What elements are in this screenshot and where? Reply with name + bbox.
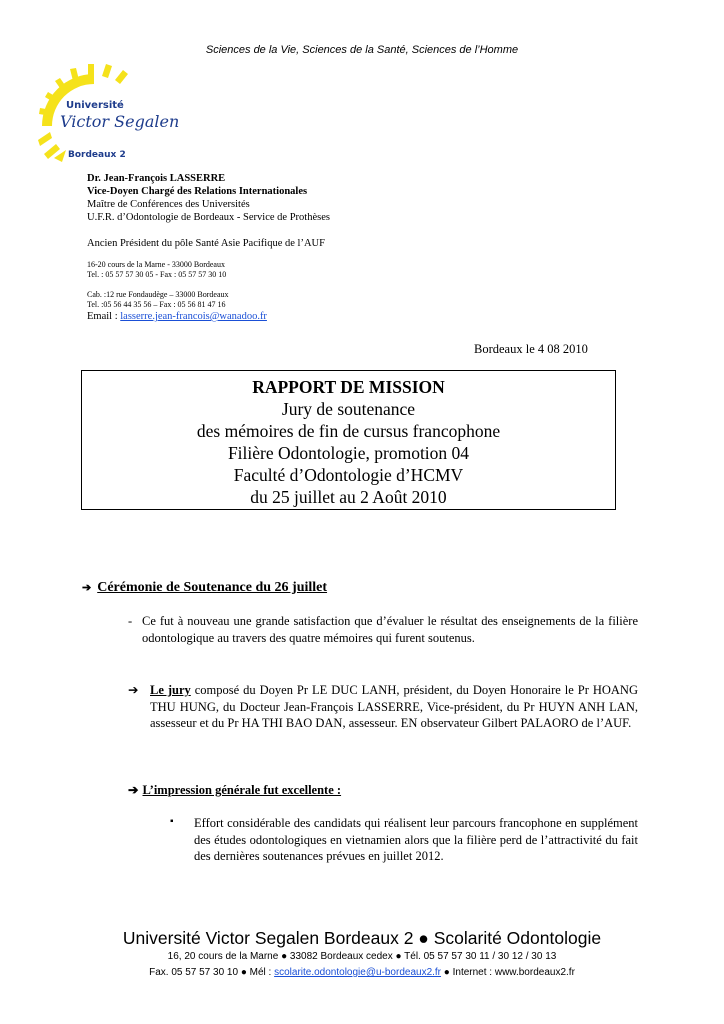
sender-phone-1: Tel. : 05 57 57 30 05 - Fax : 05 57 57 30 10 [87, 270, 227, 279]
arrow-icon: ➔ [82, 582, 92, 594]
footer-email-link[interactable]: scolarite.odontologie@u-bordeaux2.fr [274, 967, 442, 978]
logo-text-universite: Université [66, 100, 124, 111]
report-title-box [81, 370, 616, 510]
square-bullet-icon: ▪ [170, 816, 174, 827]
sender-address-2: Cab. :12 rue Fondaudège – 33000 Bordeaux [87, 290, 229, 299]
footer-address: 16, 20 cours de la Marne ● 33082 Bordeaux cedex ● Tél. 05 57 57 30 11 / 30 12 / 30 13 [167, 951, 557, 962]
jury-paragraph [128, 682, 638, 732]
sender-department: U.F.R. d’Odontologie de Bordeaux - Service de Prothèses [87, 212, 330, 223]
email-link[interactable]: lasserre.jean-francois@wanadoo.fr [120, 311, 267, 322]
sender-block [87, 172, 330, 323]
arrow-icon: ➔ [128, 783, 139, 797]
email-label: Email : [87, 311, 121, 322]
sender-title: Maître de Conférences des Universités [87, 199, 250, 210]
arrow-icon: ➔ [128, 683, 139, 697]
sender-address-1: 16-20 cours de la Marne - 33000 Bordeaux [87, 260, 225, 269]
sender-email-line [87, 310, 330, 323]
sender-role: Vice-Doyen Chargé des Relations Internationales [87, 186, 308, 197]
report-subtitle-3: Filière Odontologie, promotion 04 [227, 443, 470, 463]
report-subtitle-5: du 25 juillet au 2 Août 2010 [250, 487, 447, 507]
ceremonie-text: Ce fut à nouveau une grande satisfaction que d’évaluer le résultat des enseignements de la filière odontologique au travers des quatre mémoires qui furent soutenus. [142, 614, 638, 645]
section-heading-impression [128, 782, 341, 798]
footer-fax: Fax. 05 57 57 30 10 ● Mél : [149, 967, 275, 978]
logo-text-bordeaux2: Bordeaux 2 [68, 150, 126, 160]
footer-title: Université Victor Segalen Bordeaux 2 ● Scolarité Odontologie [122, 928, 602, 948]
impression-text: Effort considérable des candidats qui réalisent leur parcours francophone en supplément des études odontologiques en vietnamien alors que la filière perd de l’attractivité du fait des dernières soutenances prévues en juillet 2012. [194, 816, 638, 863]
section-heading-text: Cérémonie de Soutenance du 26 juillet [97, 580, 328, 595]
impression-heading-text: L’impression générale fut excellente : [142, 783, 342, 797]
jury-text: composé du Doyen Pr LE DUC LANH, président, du Doyen Honoraire le Pr HOANG THU HUNG, du Docteur Jean-François LASSERRE, Vice-président, du Pr HUYN ANH LAN, assesseur et du Pr HA THI BAO DAN, assesseur. EN observateur Gilbert PALAORO de l’AUF. [150, 683, 638, 730]
jury-label: Le jury [150, 683, 191, 697]
header-tagline: Sciences de la Vie, Sciences de la Santé, Sciences de l’Homme [205, 44, 519, 56]
footer-contact [0, 967, 724, 978]
footer-internet: ● Internet : www.bordeaux2.fr [441, 967, 575, 978]
sender-phone-2: Tel. :05 56 44 35 56 – Fax : 05 56 81 47 16 [87, 300, 226, 309]
section-heading-ceremonie [82, 580, 327, 596]
report-subtitle-4: Faculté d’Odontologie d’HCMV [233, 465, 464, 485]
sender-name: Dr. Jean-François LASSERRE [87, 173, 226, 184]
ceremonie-paragraph [128, 613, 638, 647]
sender-former-role: Ancien Président du pôle Santé Asie Pacifique de l’AUF [87, 238, 325, 249]
dash-bullet: - [128, 614, 133, 628]
logo-text-victor-segalen: Victor Segalen [60, 112, 180, 131]
report-subtitle-1: Jury de soutenance [281, 399, 416, 419]
report-subtitle-2: des mémoires de fin de cursus francophone [196, 421, 501, 441]
impression-bullet-item [170, 815, 638, 865]
letter-date: Bordeaux le 4 08 2010 [474, 342, 588, 356]
university-logo [34, 58, 180, 168]
report-title: RAPPORT DE MISSION [252, 377, 445, 397]
